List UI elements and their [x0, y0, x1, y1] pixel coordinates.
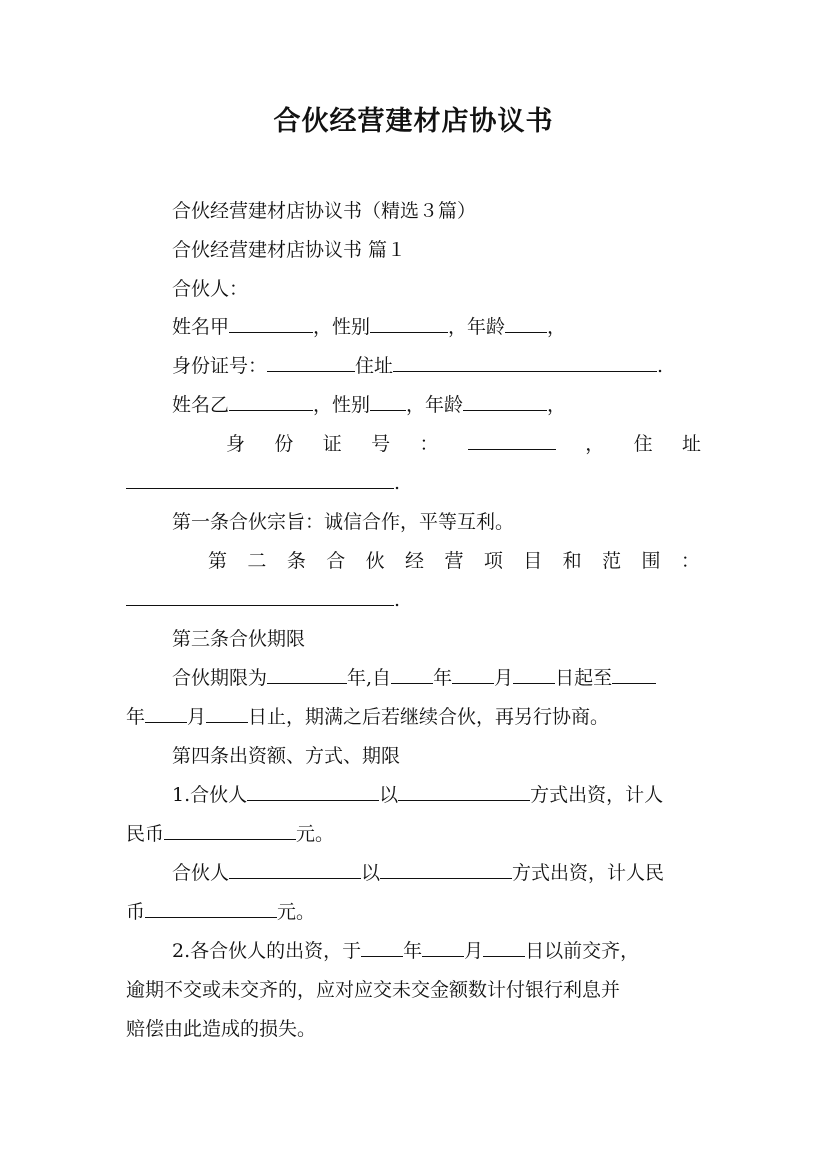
- partner-b-id-char: 证: [322, 433, 342, 455]
- article-2-char: 伙: [365, 550, 385, 572]
- contribution-1-currency-label: 民币: [126, 823, 165, 845]
- partner-b-end: ，: [547, 394, 567, 416]
- article-3-term-line-1: [172, 663, 656, 693]
- contribution-2-method-blank: [380, 860, 512, 879]
- partner-b-age-label: ，年龄: [406, 394, 464, 416]
- partner-a-addr-end: .: [657, 355, 664, 377]
- contribution-1-method-label: 方式出资，计人: [530, 784, 664, 806]
- article-2-char: 条: [286, 550, 306, 572]
- contribution-1-partner-label: 1.合伙人: [172, 784, 248, 806]
- contribution-2-method-label: 方式出资，计人民: [512, 862, 665, 884]
- article-3-term-line-2: [126, 702, 609, 732]
- deadline-month-blank: [422, 938, 464, 957]
- article-4-item-1-line-1: [172, 780, 663, 810]
- article-4-item-2-line-1: [172, 936, 639, 966]
- partner-b-gender-blank: [370, 392, 406, 411]
- article-4-item-1b-line-1: [172, 858, 664, 888]
- article-2-char: 围: [641, 550, 661, 572]
- article-4-item-1b-line-2: [126, 897, 315, 927]
- partner-a-addr-blank: [393, 353, 657, 372]
- partner-b-id-blank: [468, 431, 556, 450]
- end-day-blank: [206, 704, 248, 723]
- article-2-char: 目: [523, 550, 543, 572]
- article-2-end: .: [394, 589, 401, 611]
- start-day-label: 日起至: [555, 667, 613, 689]
- partner-b-id-comma: ，: [585, 433, 605, 455]
- term-years-blank: [267, 665, 347, 684]
- article-2-char: 二: [247, 550, 267, 572]
- article-2-char: 经: [405, 550, 425, 572]
- article-2-heading: [208, 546, 700, 576]
- article-2-scope-line: [126, 585, 400, 615]
- partner-b-name-blank: [229, 392, 313, 411]
- partner-a-line: [172, 312, 566, 342]
- start-day-blank: [513, 665, 555, 684]
- partner-a-gender-label: ，性别: [313, 316, 371, 338]
- partner-a-addr-label: 住址: [355, 355, 394, 377]
- partner-a-gender-blank: [370, 314, 448, 333]
- partner-a-age-blank: [505, 314, 547, 333]
- term-label: 合伙期限为: [172, 667, 268, 689]
- partner-b-name-label: 姓名乙: [172, 394, 230, 416]
- article-2-char: 第: [208, 550, 228, 572]
- article-4-item-1-line-2: [126, 819, 334, 849]
- partner-b-id-char: 份: [274, 433, 294, 455]
- term-end-text: 日止，期满之后若继续合伙，再另行协商。: [248, 706, 610, 728]
- deadline-year-label: 年: [403, 940, 423, 962]
- contribution-2-amount-blank: [145, 899, 277, 918]
- contribution-2-partner-blank: [229, 860, 361, 879]
- partner-a-id-line: [172, 351, 663, 381]
- partner-a-id-blank: [267, 353, 355, 372]
- article-2-char: 和: [562, 550, 582, 572]
- contribution-1-method-blank: [398, 782, 530, 801]
- partner-b-line: [172, 390, 566, 420]
- article-2-char: ：: [680, 550, 700, 572]
- article-2-char: 营: [444, 550, 464, 572]
- contribution-2-currency-label: 币: [126, 901, 146, 923]
- contribution-2-by-label: 以: [361, 862, 381, 884]
- start-month-blank: [452, 665, 494, 684]
- end-year-blank: [612, 665, 656, 684]
- contribution-1-amount-blank: [164, 821, 296, 840]
- start-month-label: 月: [494, 667, 514, 689]
- article-4-item-2-line-2: 逾期不交或未交齐的，应对应交未交金额数计付银行利息并: [126, 979, 621, 1001]
- article-2-char: 合: [326, 550, 346, 572]
- contribution-2-partner-label: 合伙人: [172, 862, 230, 884]
- partner-b-id-char: 身: [226, 433, 246, 455]
- partner-b-gender-label: ，性别: [313, 394, 371, 416]
- partner-b-addr-end: .: [394, 472, 401, 494]
- partner-a-name-label: 姓名甲: [172, 316, 230, 338]
- end-month-label: 月: [187, 706, 207, 728]
- partners-label: 合伙人：: [172, 278, 249, 300]
- deadline-month-label: 月: [464, 940, 484, 962]
- deadline-year-blank: [361, 938, 403, 957]
- term-from-label: 年,自: [347, 667, 392, 689]
- partner-b-id-line: [226, 429, 701, 459]
- part-heading: 合伙经营建材店协议书 篇１: [172, 239, 407, 261]
- article-4-item-2-line-3: 赔偿由此造成的损失。: [126, 1018, 317, 1040]
- partner-a-name-blank: [229, 314, 313, 333]
- end-month-blank: [145, 704, 187, 723]
- article-1: 第一条合伙宗旨：诚信合作，平等互利。: [172, 511, 515, 533]
- deadline-day-label: 日以前交齐，: [525, 940, 640, 962]
- partner-b-addr-line: [126, 468, 400, 498]
- end-year-label: 年: [126, 706, 146, 728]
- contribution-2-unit: 元。: [277, 901, 316, 923]
- partner-b-addr-char: 址: [681, 433, 701, 455]
- article-2-char: 项: [483, 550, 503, 572]
- article-2-scope-blank: [126, 587, 394, 606]
- contribution-1-unit: 元。: [296, 823, 335, 845]
- partner-b-id-char: ：: [419, 433, 439, 455]
- partner-b-addr-char: 住: [633, 433, 653, 455]
- contribution-1-partner-blank: [247, 782, 379, 801]
- start-year-blank: [391, 665, 433, 684]
- start-year-label: 年: [433, 667, 453, 689]
- document-title: 合伙经营建材店协议书: [273, 106, 554, 137]
- contribution-1-by-label: 以: [379, 784, 399, 806]
- partner-a-age-label: ，年龄: [448, 316, 506, 338]
- deadline-label: 2.各合伙人的出资，于: [172, 940, 362, 962]
- article-4-heading: 第四条出资额、方式、期限: [172, 745, 401, 767]
- partner-a-id-label: 身份证号：: [172, 355, 268, 377]
- partner-b-age-blank: [463, 392, 547, 411]
- partner-b-id-char: 号: [371, 433, 391, 455]
- partner-b-addr-blank: [126, 470, 394, 489]
- deadline-day-blank: [483, 938, 525, 957]
- partner-a-end: ，: [547, 316, 567, 338]
- article-3-heading: 第三条合伙期限: [172, 628, 306, 650]
- subtitle: 合伙经营建材店协议书（精选３篇）: [172, 200, 477, 222]
- article-2-char: 范: [602, 550, 622, 572]
